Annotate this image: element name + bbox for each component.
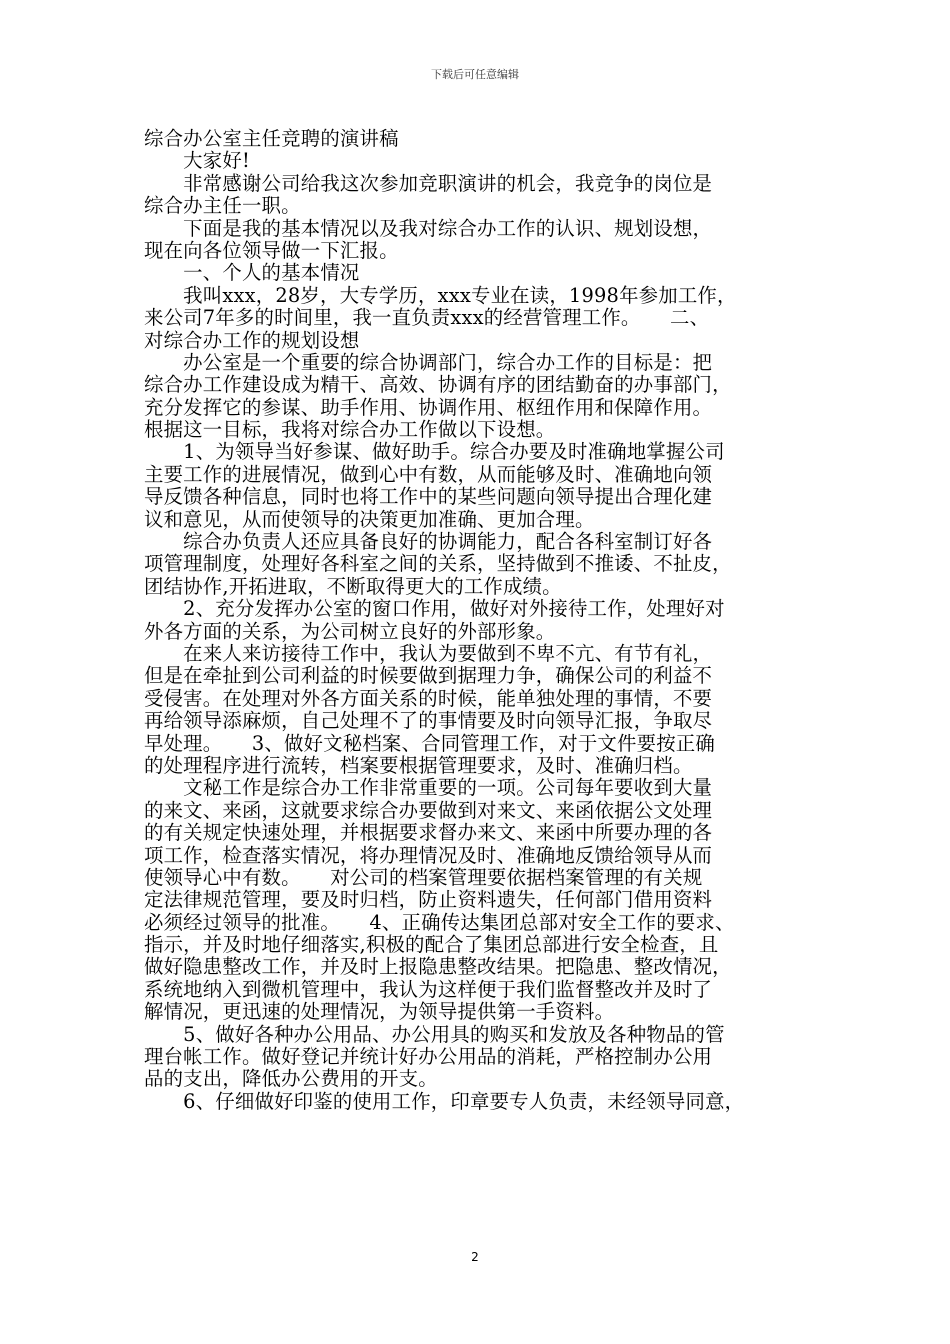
text-line: 非常感谢公司给我这次参加竞职演讲的机会，我竞争的岗位是 [144, 171, 713, 195]
text-line: 议和意见，从而使领导的决策更加准确、更加合理。 [144, 507, 595, 531]
text-line: 项工作，检查落实情况，将办理情况及时、准确地反馈给领导从而 [144, 843, 713, 867]
text-line: 再给领导添麻烦，自己处理不了的事情要及时向领导汇报，争取尽 [144, 709, 713, 733]
text-line: 2、充分发挥办公室的窗口作用，做好对外接待工作，处理好对 [144, 597, 725, 621]
page-header: 下载后可任意编辑 [431, 68, 519, 81]
text-line: 品的支出，降低办公费用的开支。 [144, 1067, 438, 1091]
text-line: 系统地纳入到微机管理中，我认为这样便于我们监督整改并及时了 [144, 977, 713, 1001]
text-line: 主要工作的进展情况，做到心中有数，从而能够及时、准确地向领 [144, 462, 713, 486]
text-line: 做好隐患整改工作，并及时上报隐患整改结果。把隐患、整改情况， [144, 955, 732, 979]
text-line: 对综合办工作的规划设想 [144, 328, 360, 352]
text-line: 5、做好各种办公用品、办公用具的购买和发放及各种物品的管 [144, 1022, 725, 1046]
text-line: 来公司7年多的时间里，我一直负责xxx的经营管理工作。 二、 [144, 306, 710, 330]
document-title: 综合办公室主任竞聘的演讲稿 [144, 127, 399, 150]
text-line: 项管理制度，处理好各科室之间的关系，坚持做到不推诿、不扯皮， [144, 552, 732, 576]
text-line: 的处理程序进行流转，档案要根据管理要求，及时、准确归档。 [144, 753, 693, 777]
text-line: 的有关规定快速处理，并根据要求督办来文、来函中所要办理的各 [144, 821, 713, 845]
document-body [144, 128, 814, 1113]
text-line: 综合办主任一职。 [144, 194, 301, 218]
text-line: 指示，并及时地仔细落实,积极的配合了集团总部进行安全检查，且 [144, 933, 719, 957]
text-line: 办公室是一个重要的综合协调部门，综合办工作的目标是：把 [144, 350, 713, 374]
text-line: 综合办负责人还应具备良好的协调能力，配合各科室制订好各 [144, 530, 713, 554]
text-line: 团结协作,开拓进取，不断取得更大的工作成绩。 [144, 574, 562, 598]
text-line: 充分发挥它的参谋、助手作用、协调作用、枢纽作用和保障作用。 [144, 395, 713, 419]
text-line: 早处理。 3、做好文秘档案、合同管理工作，对于文件要按正确 [144, 731, 715, 755]
text-line: 一、个人的基本情况 [144, 261, 360, 285]
text-line: 现在向各位领导做一下汇报。 [144, 238, 399, 262]
text-line: 的来文、来函，这就要求综合办要做到对来文、来函依据公文处理 [144, 798, 713, 822]
text-line: 导反馈各种信息，同时也将工作中的某些问题向领导提出合理化建 [144, 485, 713, 509]
page-number: 2 [471, 1250, 479, 1264]
text-line: 受侵害。在处理对外各方面关系的时候，能单独处理的事情，不要 [144, 686, 713, 710]
text-line: 在来人来访接待工作中，我认为要做到不卑不亢、有节有礼， [144, 641, 713, 665]
text-line: 但是在牵扯到公司利益的时候要做到据理力争，确保公司的利益不 [144, 664, 713, 688]
text-line: 我叫xxx，28岁，大专学历，xxx专业在读，1998年参加工作， [144, 283, 737, 307]
text-line: 综合办工作建设成为精干、高效、协调有序的团结勤奋的办事部门， [144, 373, 732, 397]
text-line: 大家好! [144, 149, 250, 173]
text-line: 定法律规范管理，要及时归档，防止资料遗失，任何部门借用资料 [144, 888, 713, 912]
text-line: 解情况，更迅速的处理情况，为领导提供第一手资料。 [144, 1000, 615, 1024]
text-line: 理台帐工作。做好登记并统计好办公用品的消耗，严格控制办公用 [144, 1045, 713, 1069]
text-line: 使领导心中有数。 对公司的档案管理要依据档案管理的有关规 [144, 865, 703, 889]
text-line: 外各方面的关系，为公司树立良好的外部形象。 [144, 619, 556, 643]
text-line: 文秘工作是综合办工作非常重要的一项。公司每年要收到大量 [144, 776, 713, 800]
text-line: 下面是我的基本情况以及我对综合办工作的认识、规划设想， [144, 216, 713, 240]
text-line: 必须经过领导的批准。 4、正确传达集团总部对安全工作的要求、 [144, 910, 735, 934]
text-line: 6、仔细做好印鉴的使用工作，印章要专人负责，未经领导同意， [144, 1089, 745, 1113]
text-line: 根据这一目标，我将对综合办工作做以下设想。 [144, 418, 556, 442]
text-line: 1、为领导当好参谋、做好助手。综合办要及时准确地掌握公司 [144, 440, 725, 464]
